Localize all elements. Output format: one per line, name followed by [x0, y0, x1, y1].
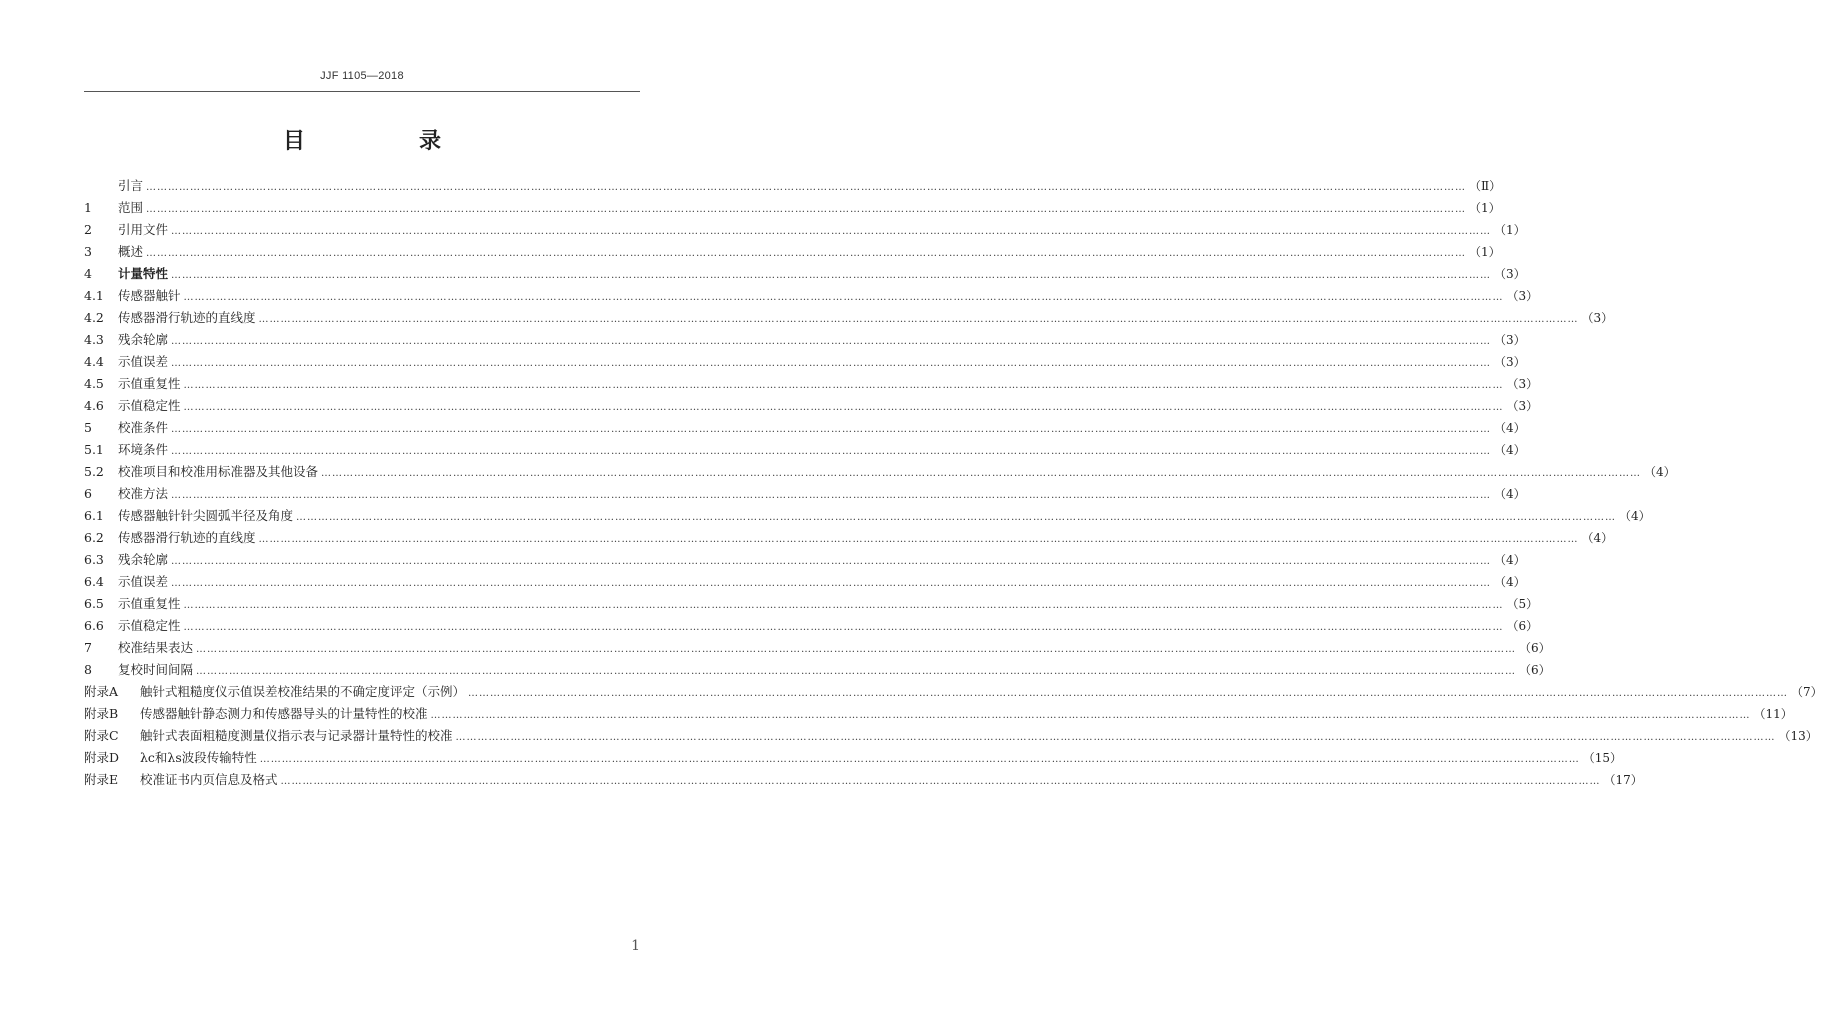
- toc-leader-dots: ………………………………………………………………………………………………………………………………………………………………………………………………………………………………………………………………………………………………………………………………: [280, 776, 1601, 787]
- toc-leader-dots: ………………………………………………………………………………………………………………………………………………………………………………………………………………………………………………………………………………………………………………………………: [171, 336, 1492, 347]
- toc-entry[interactable]: [84, 395, 1539, 417]
- toc-entry-label: 示值稳定性: [118, 398, 181, 413]
- toc-entry[interactable]: [84, 615, 1539, 637]
- toc-entry-page: （3）: [1506, 289, 1539, 303]
- toc-entry-number: 4.4: [84, 354, 104, 369]
- toc-entry-label: 校准项目和校准用标准器及其他设备: [118, 464, 319, 479]
- page-title: 目 录: [282, 129, 487, 154]
- toc-entry-number: 6.1: [84, 508, 104, 523]
- toc-entry-number: 5: [84, 420, 92, 435]
- toc-entry[interactable]: [84, 549, 1526, 571]
- toc-entry-label: 引用文件: [118, 222, 169, 237]
- toc-entry[interactable]: [84, 241, 1501, 263]
- toc-entry-label: 校准条件: [118, 420, 169, 435]
- toc-entry[interactable]: [84, 351, 1526, 373]
- toc-entry-number: 6.6: [84, 618, 104, 633]
- toc-entry-label: 残余轮廓: [118, 552, 169, 567]
- toc-entry-label: 范围: [118, 200, 144, 215]
- toc-leader-dots: ………………………………………………………………………………………………………………………………………………………………………………………………………………………………………………………………………………………………………………………………: [171, 270, 1492, 281]
- toc-leader-dots: ………………………………………………………………………………………………………………………………………………………………………………………………………………………………………………………………………………………………………………………………: [183, 380, 1504, 391]
- toc-entry-label: 示值误差: [118, 574, 169, 589]
- toc-entry-page: （4）: [1619, 509, 1651, 523]
- toc-entry-label: 触针式表面粗糙度测量仪指示表与记录器计量特性的校准: [140, 728, 453, 743]
- toc-entry-page: （4）: [1494, 487, 1526, 501]
- toc-entry-page: （11）: [1753, 707, 1793, 721]
- toc-entry-number: 2: [84, 222, 92, 237]
- toc-entry-page: （3）: [1506, 377, 1539, 391]
- toc-entry-number: 6: [84, 486, 92, 501]
- toc-leader-dots: ………………………………………………………………………………………………………………………………………………………………………………………………………………………………………………………………………………………………………………………………: [430, 710, 1751, 721]
- toc-entry[interactable]: [84, 659, 1551, 681]
- toc-entry[interactable]: [84, 725, 1818, 747]
- toc-entry-number: 4.5: [84, 376, 104, 391]
- toc-entry-number: 附录E: [84, 772, 119, 787]
- toc-entry-page: （13）: [1778, 729, 1818, 743]
- toc-leader-dots: ………………………………………………………………………………………………………………………………………………………………………………………………………………………………………………………………………………………………………………………………: [171, 226, 1492, 237]
- toc-entry-label: 传感器触针: [118, 288, 181, 303]
- toc-entry-number: 附录D: [84, 750, 120, 765]
- toc-entry-page: （3）: [1494, 333, 1526, 347]
- toc-entry-page: （1）: [1469, 245, 1501, 259]
- toc-entry[interactable]: [84, 263, 1526, 285]
- toc-entry-label: 传感器触针针尖圆弧半径及角度: [118, 508, 294, 523]
- toc-leader-dots: ………………………………………………………………………………………………………………………………………………………………………………………………………………………………………………………………………………………………………………………………: [146, 248, 1467, 259]
- toc-leader-dots: ………………………………………………………………………………………………………………………………………………………………………………………………………………………………………………………………………………………………………………………………: [171, 446, 1492, 457]
- toc-entry-label: 示值重复性: [118, 596, 181, 611]
- toc-entry-number: 5.1: [84, 442, 104, 457]
- toc-leader-dots: ………………………………………………………………………………………………………………………………………………………………………………………………………………………………………………………………………………………………………………………………: [171, 358, 1492, 369]
- toc-entry-page: （4）: [1494, 575, 1526, 589]
- toc-entry[interactable]: [84, 527, 1614, 549]
- toc-entry-label: 传感器滑行轨迹的直线度: [118, 310, 256, 325]
- toc-entry-label: 引言: [118, 178, 144, 193]
- document-code-header: JJF 1105—2018: [320, 70, 404, 82]
- toc-entry-page: （4）: [1494, 421, 1526, 435]
- toc-leader-dots: ………………………………………………………………………………………………………………………………………………………………………………………………………………………………………………………………………………………………………………………………: [296, 512, 1617, 523]
- toc-leader-dots: ………………………………………………………………………………………………………………………………………………………………………………………………………………………………………………………………………………………………………………………………: [183, 600, 1504, 611]
- toc-entry-page: （3）: [1494, 267, 1526, 281]
- toc-leader-dots: ………………………………………………………………………………………………………………………………………………………………………………………………………………………………………………………………………………………………………………………………: [258, 534, 1579, 545]
- toc-entry-number: 7: [84, 640, 92, 655]
- toc-entry[interactable]: [84, 747, 1623, 769]
- table-of-contents: [84, 175, 1823, 791]
- toc-entry-number: 6.5: [84, 596, 104, 611]
- toc-entry-label: 传感器滑行轨迹的直线度: [118, 530, 256, 545]
- toc-entry-label: 概述: [118, 244, 144, 259]
- toc-entry-number: 附录A: [84, 684, 119, 699]
- toc-entry-page: （3）: [1506, 399, 1539, 413]
- toc-entry-page: （1）: [1494, 223, 1526, 237]
- toc-entry-label: 示值误差: [118, 354, 169, 369]
- toc-entry-number: 4.1: [84, 288, 104, 303]
- toc-entry[interactable]: [84, 483, 1526, 505]
- toc-leader-dots: ………………………………………………………………………………………………………………………………………………………………………………………………………………………………………………………………………………………………………………………………: [468, 688, 1789, 699]
- toc-entry-number: 3: [84, 244, 92, 259]
- toc-entry-number: 1: [84, 200, 92, 215]
- toc-entry[interactable]: [84, 417, 1526, 439]
- toc-entry-number: 6.4: [84, 574, 104, 589]
- toc-entry-page: （4）: [1581, 531, 1614, 545]
- toc-entry-page: （5）: [1506, 597, 1539, 611]
- toc-entry[interactable]: [84, 219, 1526, 241]
- toc-entry-number: 5.2: [84, 464, 104, 479]
- toc-entry[interactable]: [84, 505, 1651, 527]
- toc-entry-number: 6.2: [84, 530, 104, 545]
- toc-entry-label: 触针式粗糙度仪示值误差校准结果的不确定度评定（示例）: [140, 684, 466, 699]
- toc-leader-dots: ………………………………………………………………………………………………………………………………………………………………………………………………………………………………………………………………………………………………………………………………: [196, 666, 1517, 677]
- toc-leader-dots: ………………………………………………………………………………………………………………………………………………………………………………………………………………………………………………………………………………………………………………………………: [321, 468, 1642, 479]
- toc-entry-number: 4.3: [84, 332, 104, 347]
- toc-leader-dots: ………………………………………………………………………………………………………………………………………………………………………………………………………………………………………………………………………………………………………………………………: [171, 578, 1492, 589]
- toc-entry[interactable]: [84, 703, 1793, 725]
- toc-entry[interactable]: [84, 593, 1539, 615]
- toc-entry-number: 4.6: [84, 398, 104, 413]
- toc-leader-dots: ………………………………………………………………………………………………………………………………………………………………………………………………………………………………………………………………………………………………………………………………: [183, 292, 1504, 303]
- toc-entry[interactable]: [84, 307, 1614, 329]
- toc-entry[interactable]: [84, 637, 1551, 659]
- toc-entry[interactable]: [84, 175, 1502, 197]
- toc-entry[interactable]: [84, 461, 1676, 483]
- toc-entry-page: （17）: [1603, 773, 1643, 787]
- toc-entry-page: （1）: [1469, 201, 1501, 215]
- toc-entry-number: 附录C: [84, 728, 119, 743]
- toc-entry-label: 复校时间间隔: [118, 662, 194, 677]
- toc-entry-page: （Ⅱ）: [1469, 179, 1502, 193]
- toc-entry-page: （6）: [1506, 619, 1539, 633]
- toc-entry-page: （15）: [1582, 751, 1623, 765]
- toc-entry-page: （3）: [1581, 311, 1614, 325]
- toc-entry-number: 6.3: [84, 552, 104, 567]
- toc-entry-label: 环境条件: [118, 442, 169, 457]
- toc-entry-number: 4: [84, 266, 92, 281]
- toc-entry-label: 传感器触针静态测力和传感器导头的计量特性的校准: [140, 706, 428, 721]
- page-number: 1: [631, 938, 640, 954]
- toc-entry-page: （4）: [1494, 443, 1526, 457]
- toc-leader-dots: ………………………………………………………………………………………………………………………………………………………………………………………………………………………………………………………………………………………………………………………………: [455, 732, 1776, 743]
- toc-entry[interactable]: [84, 373, 1539, 395]
- toc-entry-page: （6）: [1519, 641, 1551, 655]
- toc-entry[interactable]: [84, 571, 1526, 593]
- toc-entry-label: 残余轮廓: [118, 332, 169, 347]
- toc-leader-dots: ………………………………………………………………………………………………………………………………………………………………………………………………………………………………………………………………………………………………………………………………: [196, 644, 1517, 655]
- toc-leader-dots: ………………………………………………………………………………………………………………………………………………………………………………………………………………………………………………………………………………………………………………………………: [259, 754, 1580, 765]
- toc-entry-label: 校准证书内页信息及格式: [140, 772, 278, 787]
- toc-entry-number: 4.2: [84, 310, 104, 325]
- toc-leader-dots: ………………………………………………………………………………………………………………………………………………………………………………………………………………………………………………………………………………………………………………………………: [171, 424, 1492, 435]
- toc-entry-page: （4）: [1644, 465, 1676, 479]
- toc-leader-dots: ………………………………………………………………………………………………………………………………………………………………………………………………………………………………………………………………………………………………………………………………: [183, 622, 1504, 633]
- toc-entry-label: 示值重复性: [118, 376, 181, 391]
- toc-leader-dots: ………………………………………………………………………………………………………………………………………………………………………………………………………………………………………………………………………………………………………………………………: [171, 556, 1492, 567]
- toc-entry-page: （4）: [1494, 553, 1526, 567]
- toc-entry-page: （3）: [1494, 355, 1526, 369]
- toc-leader-dots: ………………………………………………………………………………………………………………………………………………………………………………………………………………………………………………………………………………………………………………………………: [183, 402, 1504, 413]
- toc-leader-dots: ………………………………………………………………………………………………………………………………………………………………………………………………………………………………………………………………………………………………………………………………: [171, 490, 1492, 501]
- toc-entry-number: 8: [84, 662, 92, 677]
- toc-entry-label: 示值稳定性: [118, 618, 181, 633]
- toc-leader-dots: ………………………………………………………………………………………………………………………………………………………………………………………………………………………………………………………………………………………………………………………………: [146, 182, 1467, 193]
- toc-entry[interactable]: [84, 197, 1501, 219]
- toc-entry-label: 校准方法: [118, 486, 169, 501]
- toc-entry-page: （6）: [1519, 663, 1551, 677]
- toc-entry-label: 校准结果表达: [118, 640, 194, 655]
- toc-entry[interactable]: [84, 329, 1526, 351]
- toc-entry-page: （7）: [1791, 685, 1823, 699]
- toc-entry-label: 计量特性: [118, 266, 169, 281]
- toc-leader-dots: ………………………………………………………………………………………………………………………………………………………………………………………………………………………………………………………………………………………………………………………………: [258, 314, 1579, 325]
- toc-entry-label: λc和λs波段传输特性: [140, 750, 257, 765]
- toc-entry[interactable]: [84, 439, 1526, 461]
- toc-entry-number: 附录B: [84, 706, 119, 721]
- toc-entry[interactable]: [84, 285, 1539, 307]
- header-rule: [84, 91, 640, 92]
- toc-entry[interactable]: [84, 769, 1643, 791]
- toc-entry[interactable]: [84, 681, 1823, 703]
- toc-leader-dots: ………………………………………………………………………………………………………………………………………………………………………………………………………………………………………………………………………………………………………………………………: [146, 204, 1467, 215]
